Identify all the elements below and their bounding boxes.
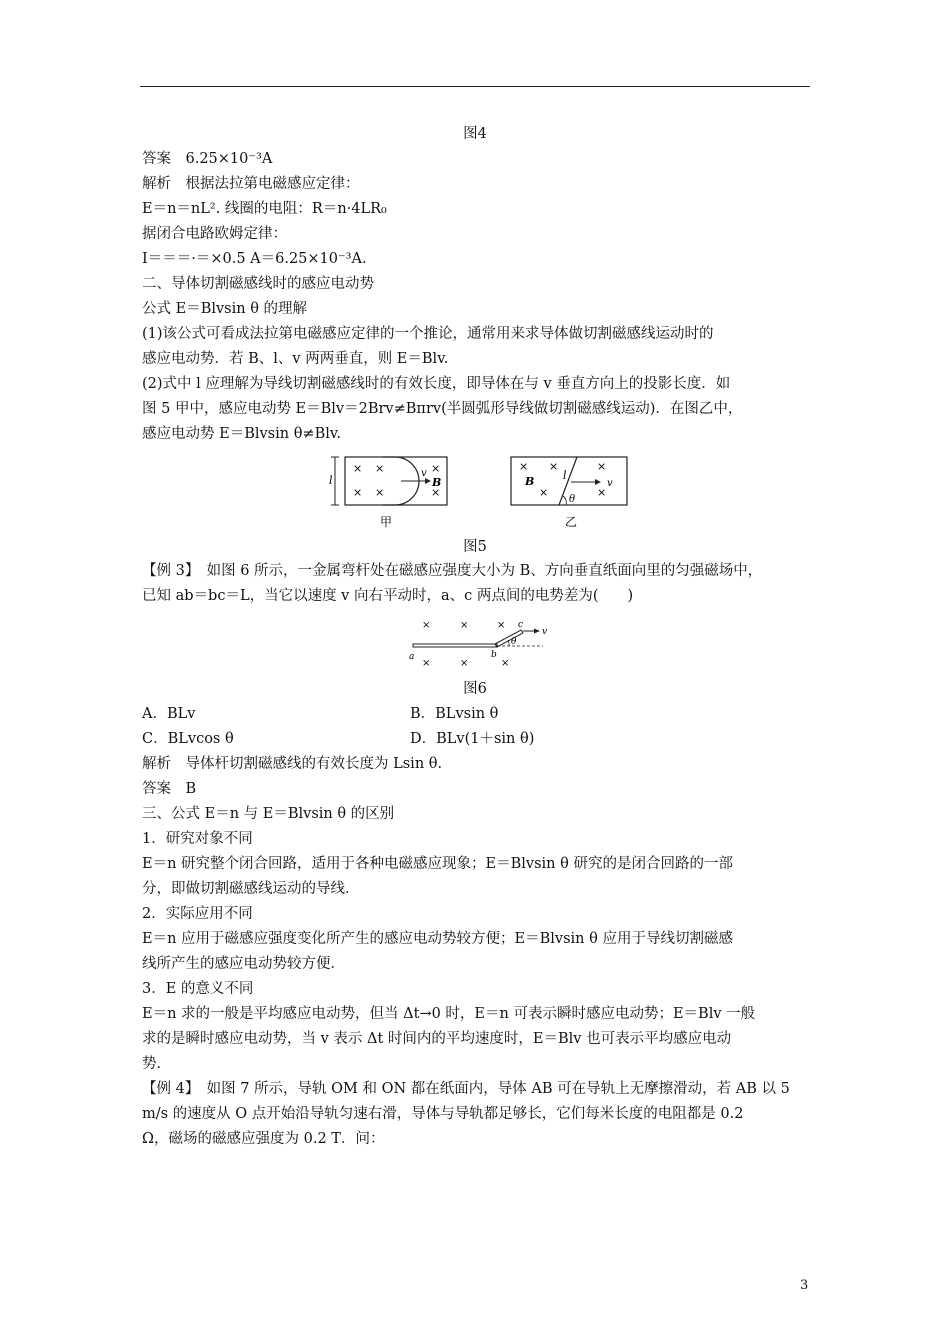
fig6-cross: × xyxy=(497,620,506,631)
analysis-1-result: I＝＝＝·＝×0.5 A＝6.25×10⁻³A. xyxy=(142,251,367,267)
section-3-1-line-1: E＝n 研究整个闭合回路，适用于各种电磁感应现象；E＝Blvsin θ 研究的是闭合回路的一部 xyxy=(142,856,733,872)
fig6-v-label: v xyxy=(542,627,548,637)
fig5-cross: × xyxy=(431,462,441,475)
figure-6-diagram xyxy=(405,610,555,672)
fig6-b-label: b xyxy=(491,650,497,660)
page-number: 3 xyxy=(800,1278,809,1293)
fig6-cross: × xyxy=(460,658,469,669)
section-3-2-line-2: 线所产生的感应电动势较方便． xyxy=(142,956,345,972)
fig6-cross: × xyxy=(422,658,431,669)
paragraph-2-line-1: (2)式中 l 应理解为导线切割磁感线时的有效长度，即导体在与 v 垂直方向上的投影长度．如 xyxy=(142,376,731,392)
fig6-cross: × xyxy=(460,620,469,631)
section-2-title: 二、导体切割磁感线时的感应电动势 xyxy=(142,276,374,292)
section-3-3-title: 3．E 的意义不同 xyxy=(142,981,254,997)
example-3-line-2: 已知 ab＝bc＝L，当它以速度 v 向右平动时，a、c 两点间的电势差为( ) xyxy=(142,588,634,604)
analysis-1-ohm-law: 据闭合电路欧姆定律： xyxy=(142,226,287,242)
fig5-cross: × xyxy=(519,460,529,473)
section-3-3-line-2: 求的是瞬时感应电动势，当 v 表示 Δt 时间内的平均速度时，E＝Blv 也可表示平均感应电动 xyxy=(142,1031,732,1047)
example-4-line-3: Ω，磁场的磁感应强度为 0.2 T．问： xyxy=(142,1131,385,1147)
example-4-line-2: m/s 的速度从 O 点开始沿导轨匀速右滑，导体与导轨都足够长，它们每米长度的电阻都是 0.2 xyxy=(142,1106,744,1122)
section-3-2-title: 2．实际应用不同 xyxy=(142,906,253,922)
fig5-cross: × xyxy=(597,460,607,473)
figure-5-caption: 图5 xyxy=(463,539,487,555)
option-d: D．BLv(1＋sin θ) xyxy=(410,731,535,747)
figure-4-caption: 图4 xyxy=(463,126,487,142)
paragraph-2-line-3: 感应电动势 E＝Blvsin θ≠Blv. xyxy=(142,426,341,442)
header-rule xyxy=(140,86,810,87)
fig5-left-label: 甲 xyxy=(380,515,393,529)
fig6-cross: × xyxy=(501,658,510,669)
fig6-theta-label: θ xyxy=(511,637,517,647)
fig5-B-label-right: B xyxy=(525,475,535,488)
paragraph-1-line-1: (1)该公式可看成法拉第电磁感应定律的一个推论，通常用来求导体做切割磁感线运动时的 xyxy=(142,326,714,342)
fig5-theta-label: θ xyxy=(569,494,576,505)
section-3-3-line-1: E＝n 求的一般是平均感应电动势，但当 Δt→0 时，E＝n 可表示瞬时感应电动势；E＝Blv 一般 xyxy=(142,1006,756,1022)
fig5-cross: × xyxy=(353,486,363,499)
fig6-a-label: a xyxy=(409,652,415,662)
analysis-1-formula: E＝n＝nL². 线圈的电阻：R＝n·4LR₀ xyxy=(142,201,387,217)
figure-6-caption: 图6 xyxy=(463,681,487,697)
example-3-line-1: 【例 3】 如图 6 所示，一金属弯杆处在磁感应强度大小为 B、方向垂直纸面向里的匀强磁场中， xyxy=(142,563,763,579)
section-3-1-title: 1．研究对象不同 xyxy=(142,831,253,847)
fig5-cross: × xyxy=(375,486,385,499)
figure-5-right-diagram xyxy=(505,452,640,532)
analysis-3: 解析 导体杆切割磁感线的有效长度为 Lsin θ. xyxy=(142,756,443,772)
fig5-right-label: 乙 xyxy=(565,515,578,529)
analysis-1-title: 解析 根据法拉第电磁感应定律： xyxy=(142,176,360,192)
paragraph-2-line-2: 图 5 甲中，感应电动势 E＝Blv＝2Brv≠Bπrv(半圆弧形导线做切割磁感线运动)．在图乙中， xyxy=(142,401,743,417)
fig5-cross: × xyxy=(539,486,549,499)
section-3-title: 三、公式 E＝n 与 E＝Blvsin θ 的区别 xyxy=(142,806,395,822)
fig5-l-label: l xyxy=(329,474,333,487)
fig6-c-label: c xyxy=(518,620,524,630)
formula-title: 公式 E＝Blvsin θ 的理解 xyxy=(142,301,308,317)
fig5-cross: × xyxy=(597,486,607,499)
section-3-2-line-1: E＝n 应用于磁感应强度变化所产生的感应电动势较方便；E＝Blvsin θ 应用于导线切割磁感 xyxy=(142,931,733,947)
fig5-cross: × xyxy=(431,486,441,499)
fig5-v-label: v xyxy=(421,468,427,479)
answer-3: 答案 B xyxy=(142,781,197,797)
option-b: B．BLvsin θ xyxy=(410,706,499,722)
paragraph-1-line-2: 感应电动势．若 B、l、v 两两垂直，则 E＝Blv. xyxy=(142,351,449,367)
fig5-cross: × xyxy=(549,460,559,473)
section-3-1-line-2: 分，即做切割磁感线运动的导线． xyxy=(142,881,360,897)
fig5-cross: × xyxy=(353,462,363,475)
figure-5-left-diagram xyxy=(325,452,455,532)
fig5-l-label-right: l xyxy=(563,469,567,482)
example-4-line-1: 【例 4】 如图 7 所示，导轨 OM 和 ON 都在纸面内，导体 AB 可在导轨上无摩擦滑动，若 AB 以 5 xyxy=(142,1081,790,1097)
answer-1: 答案 6.25×10⁻³A xyxy=(142,151,273,167)
option-c: C．BLvcos θ xyxy=(142,731,234,747)
section-3-3-line-3: 势． xyxy=(142,1056,171,1072)
option-a: A．BLv xyxy=(142,706,196,722)
fig6-cross: × xyxy=(422,620,431,631)
fig5-cross: × xyxy=(375,462,385,475)
fig5-v-label-right: v xyxy=(607,478,613,489)
fig5-B-label: B xyxy=(432,476,442,489)
